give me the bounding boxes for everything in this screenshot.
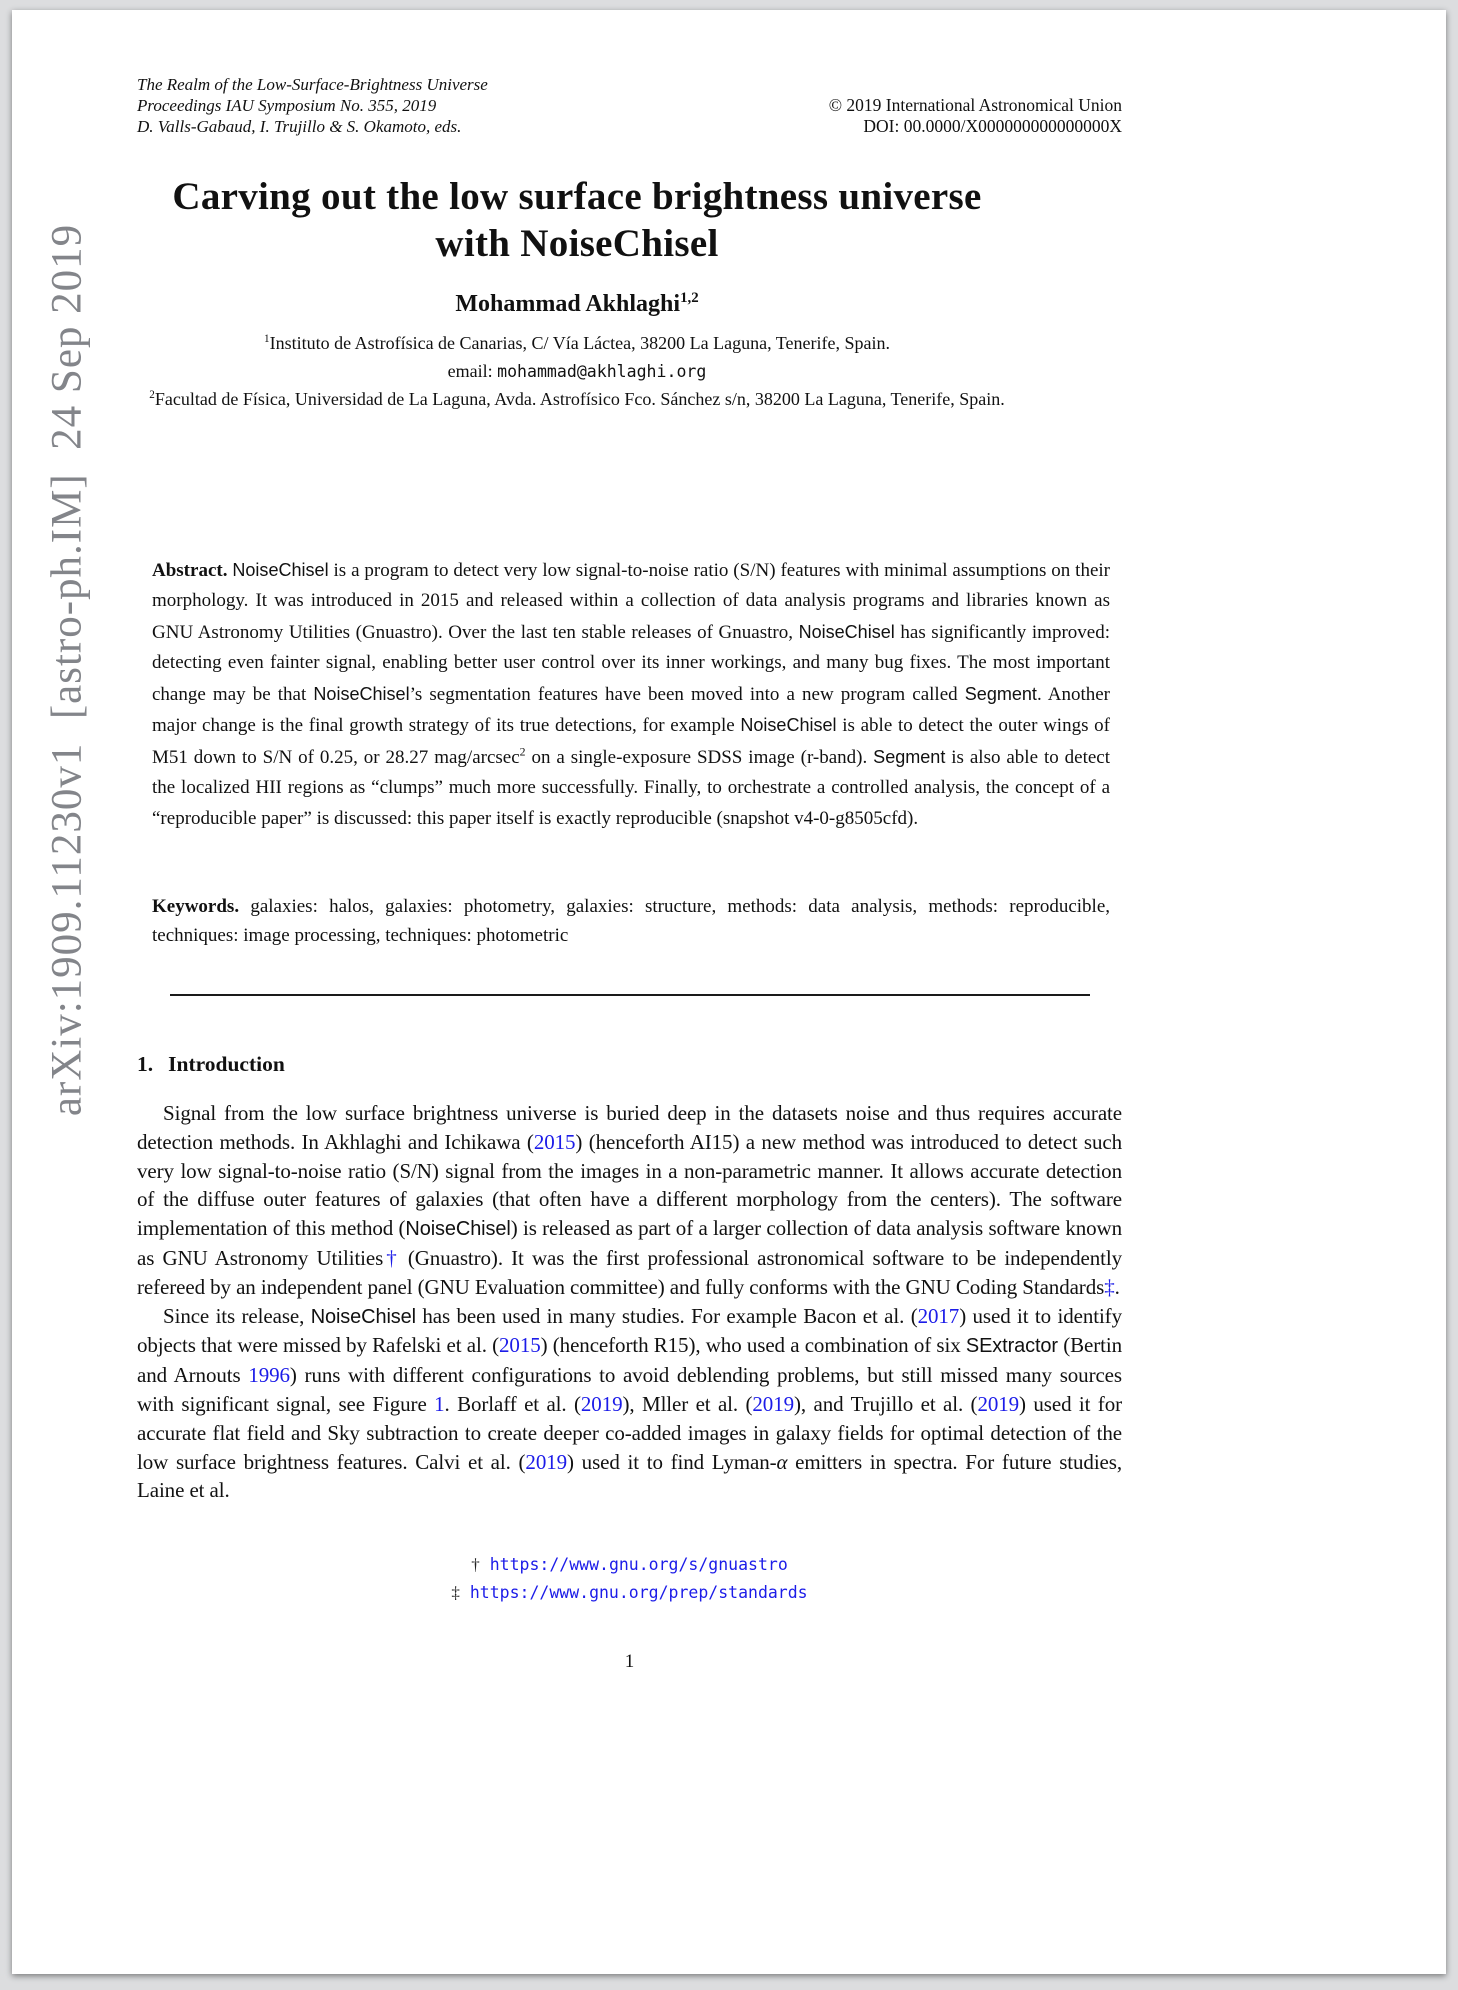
text-segment: 1,2 (680, 290, 699, 306)
text-segment: has been used in many studies. For example Bacon et al. ( (415, 1303, 918, 1328)
copyright-info (829, 95, 1122, 137)
proceedings-line-1: The Realm of the Low-Surface-Brightness Universe (137, 75, 488, 94)
proceedings-info (137, 74, 488, 137)
cite-borlaff-2019[interactable]: 2019 (580, 1391, 623, 1416)
footnotes (137, 1551, 1122, 1607)
cite-rafelski-2015[interactable]: 2015 (499, 1333, 541, 1358)
text-segment: NoiseChisel (740, 715, 837, 735)
affiliation-1 (137, 330, 1017, 357)
text-segment: NoiseChisel (310, 1305, 416, 1328)
text-segment: Instituto de Astrofísica de Canarias, C/ Vía Láctea, 38200 La Laguna, Tenerife, Spain. (269, 333, 890, 353)
divider-rule (170, 994, 1090, 996)
cite-akhlaghi-2015[interactable]: 2015 (533, 1129, 576, 1154)
text-segment: galaxies: halos, galaxies: photometry, galaxies: structure, methods: data analysis, methods: reproducible, techniques: image processing, techniques: photometric (152, 896, 1111, 946)
text-segment: (Gnuastro). It was the first professional astronomical software to be independently refereed by an independent panel (GNU Evaluation committee) and fully conforms with the GNU Coding Standards (137, 1245, 1122, 1299)
text-segment: Segment (964, 683, 1037, 704)
cite-bacon-2017[interactable]: 2017 (917, 1303, 960, 1328)
text-segment: Segment (873, 746, 946, 767)
affiliations (137, 330, 1017, 413)
affiliation-2 (137, 386, 1017, 413)
text-segment: ), and Trujillo et al. ( (794, 1391, 978, 1416)
copyright-line: © 2019 International Astronomical Union (828, 95, 1122, 115)
text-segment: 1 (264, 333, 270, 345)
text-segment: (Bertin and Arnouts (137, 1333, 1122, 1388)
text-segment: Abstract. (152, 559, 233, 581)
author-name (137, 291, 1017, 318)
text-segment: Keywords. (152, 896, 251, 917)
section-title: Introduction (168, 1052, 285, 1076)
footnote-url-link[interactable]: https://www.gnu.org/prep/standards (469, 1583, 808, 1603)
intro-paragraph-2 (137, 1302, 1122, 1506)
dagger-symbol: † (471, 1555, 480, 1575)
front-matter (137, 173, 1017, 413)
text-segment: ) used it to identify objects that were missed by Rafelski et al. ( (137, 1303, 1122, 1358)
text-segment: ) used it to find Lyman- (567, 1449, 777, 1474)
text-segment: Facultad de Física, Universidad de La Laguna, Avda. Astrofísico Fco. Sánchez s/n, 38200 La Laguna, Tenerife, Spain. (154, 389, 1005, 409)
paper-title: Carving out the low surface brightness universe with NoiseChisel (172, 175, 982, 265)
text-segment: Signal from the low surface brightness universe is buried deep in the datasets noise and thus requires accurate detection methods. In Akhlaghi and Ichikawa ( (137, 1101, 1122, 1154)
text-segment: ) is released as part of a larger collection of data analysis software known as GNU Astronomy Utilities (137, 1216, 1122, 1270)
text-segment: NoiseChisel (405, 1218, 511, 1241)
text-segment: ) (henceforth R15), who used a combination of six (540, 1333, 966, 1358)
doi-line: DOI: 00.0000/X000000000000000X (863, 116, 1122, 136)
text-segment: . Borlaff et al. ( (444, 1391, 581, 1416)
double-dagger-symbol: ‡ (451, 1583, 460, 1603)
footnote-gnuastro (137, 1551, 1122, 1579)
text-segment: ) runs with different configurations to avoid deblending problems, but still missed many sources with significant signal, see Figure (137, 1363, 1122, 1416)
text-segment: is a program to detect very low signal-to-noise ratio (S/N) features with minimal assumptions on their morphology. It was introduced in 2015 and released within a collection of data analysis programs and libraries known as GNU Astronomy Utilities (Gnuastro). Over the last ten stable releases of Gnuastro, (152, 559, 1111, 643)
paper-content (137, 10, 1122, 1673)
text-segment: NoiseChisel (313, 683, 410, 704)
text-segment: ) used it for accurate flat field and Sky subtraction to create deeper co-added images in galaxy fields for optimal detection of the low surface brightness features. Calvi et al. ( (137, 1391, 1122, 1474)
section-number: 1. (137, 1052, 154, 1076)
section-heading-introduction (137, 1052, 1122, 1077)
cite-bertin-1996[interactable]: 1996 (248, 1363, 290, 1388)
text-segment: 2 (519, 745, 526, 759)
text-segment: Mohammad Akhlaghi (455, 291, 681, 317)
text-segment: Since its release, (163, 1303, 311, 1328)
text-segment: 2 (149, 389, 155, 401)
text-segment: ) (henceforth AI15) a new method was introduced to detect such very low signal-to-noise ratio (S/N) signal from the images in a non-parametric manner. It allows accurate detection of the diffuse outer features of galaxies (that often have a different morphology from the centers). The software implementation of this method ( (137, 1129, 1122, 1241)
text-segment: on a single-exposure SDSS image (r-band). (525, 746, 874, 768)
intro-paragraph-1 (137, 1099, 1122, 1302)
text-segment: mohammad@akhlaghi.org (497, 361, 707, 381)
proceedings-line-2: Proceedings IAU Symposium No. 355, 2019 (137, 96, 437, 115)
running-head (137, 10, 1122, 137)
figure-1-link[interactable]: 1 (434, 1391, 445, 1416)
proceedings-line-3: D. Valls-Gabaud, I. Trujillo & S. Okamoto, eds. (137, 117, 462, 136)
keywords (152, 892, 1110, 950)
text-segment: email: (447, 360, 498, 381)
footnote-dagger-link[interactable]: † (383, 1245, 400, 1270)
text-segment: ’s segmentation features have been moved into a new program called (409, 683, 965, 705)
cite-trujillo-2019[interactable]: 2019 (977, 1391, 1020, 1416)
text-segment: NoiseChisel (232, 559, 329, 580)
text-segment: ), Mller et al. ( (622, 1391, 753, 1416)
text-segment: has significantly improved: detecting even fainter signal, enabling better user control over its inner workings, and many bug fixes. The most important change may be that (152, 621, 1110, 705)
page-number: 1 (624, 1651, 635, 1673)
text-segment: NoiseChisel (798, 621, 895, 642)
footnote-url-link[interactable]: https://www.gnu.org/s/gnuastro (489, 1555, 788, 1575)
text-segment: . (1114, 1274, 1120, 1299)
text-segment: is also able to detect the localized HII regions as “clumps” much more successfully. Finally, to orchestrate a controlled analysis, the concept of a “reproducible paper” is discussed: this paper itself is exactly reproducible (snapshot v4-0-g8505cfd). (152, 746, 1110, 829)
text-segment: is able to detect the outer wings of M51 down to S/N of 0.25, or 28.27 mag/arcsec (152, 715, 1110, 768)
text-segment: α (776, 1449, 788, 1474)
footnote-ddagger-link[interactable]: ‡ (1104, 1274, 1115, 1299)
cite-calvi-2019[interactable]: 2019 (525, 1449, 568, 1474)
paper-page (12, 10, 1446, 1974)
author-email (137, 358, 1017, 386)
footnote-standards (137, 1579, 1122, 1607)
cite-mller-2019[interactable]: 2019 (752, 1391, 795, 1416)
text-segment: emitters in spectra. For future studies, Laine et al. (137, 1449, 1122, 1503)
text-segment: . Another major change is the final growth strategy of its true detections, for example (152, 683, 1111, 736)
abstract (152, 555, 1110, 835)
arxiv-watermark: arXiv:1909.11230v1 [astro-ph.IM] 24 Sep 2019 (43, 223, 91, 1117)
text-segment: SExtractor (965, 1335, 1058, 1358)
